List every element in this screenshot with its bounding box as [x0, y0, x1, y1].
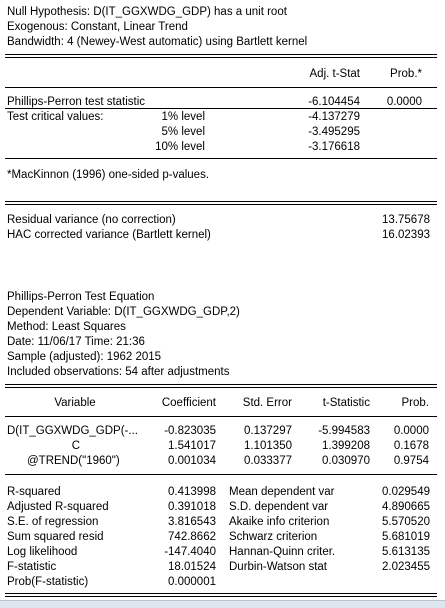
- bandwidth-text: Bandwidth: 4 (Newey-West automatic) using Bartlett kernel: [7, 36, 308, 48]
- coef-bottom-rule: [5, 474, 437, 475]
- prob: 0.0000: [393, 425, 429, 437]
- t-statistic: -5.994583: [318, 425, 370, 437]
- stat-value: 5.681019: [382, 531, 430, 543]
- variance-top-rule: [5, 201, 437, 205]
- stat-label: Prob(F-statistic): [7, 576, 89, 588]
- hac-variance-label: HAC corrected variance (Bartlett kernel): [7, 229, 211, 241]
- stat-value: 0.029549: [382, 486, 430, 498]
- pp-stat-value: -6.104454: [308, 96, 360, 108]
- stat-value: 4.890665: [382, 501, 430, 513]
- stat-label: Durbin-Watson stat: [229, 561, 327, 573]
- stat-value: 5.570520: [382, 516, 430, 528]
- col-tstat-header: t-Statistic: [322, 397, 370, 409]
- method: Method: Least Squares: [7, 321, 126, 333]
- table-top-rule: [5, 54, 437, 58]
- prob-header: Prob.*: [390, 68, 422, 80]
- crit-value-5: -3.495295: [308, 126, 360, 138]
- date-time: Date: 11/06/17 Time: 21:36: [7, 336, 145, 348]
- observations: Included observations: 54 after adjustments: [7, 366, 230, 378]
- coef-top-rule: [5, 384, 437, 388]
- stat-label: F-statistic: [7, 561, 57, 573]
- crit-level-5: 5% level: [161, 126, 205, 138]
- t-statistic: 1.399208: [322, 440, 370, 452]
- coefficient: -0.823035: [164, 425, 216, 437]
- stat-label: Mean dependent var: [229, 486, 335, 498]
- critical-values-label: Test critical values:: [7, 111, 104, 123]
- col-variable-header: Variable: [54, 397, 96, 409]
- stat-label: S.E. of regression: [7, 516, 99, 528]
- stat-value: -147.4040: [164, 546, 216, 558]
- stat-value: 3.816543: [168, 516, 216, 528]
- stat-value: 0.413998: [168, 486, 216, 498]
- null-hypothesis-text: Null Hypothesis: D(IT_GGXWDG_GDP) has a unit root: [7, 6, 287, 18]
- crit-level-10: 10% level: [155, 141, 205, 153]
- residual-variance-value: 13.75678: [382, 214, 430, 226]
- stat-label: S.D. dependent var: [229, 501, 329, 513]
- stat-label: Sum squared resid: [7, 531, 104, 543]
- col-stderror-header: Std. Error: [242, 397, 292, 409]
- stat-label: Adjusted R-squared: [7, 501, 109, 513]
- variable-name: C: [71, 440, 80, 452]
- std-error: 0.033377: [244, 455, 292, 467]
- crit-level-1: 1% level: [161, 111, 205, 123]
- mackinnon-footnote: *MacKinnon (1996) one-sided p-values.: [7, 169, 210, 181]
- stat-value: 18.01524: [168, 561, 216, 573]
- pp-stat-prob: 0.0000: [386, 96, 422, 108]
- crit-value-10: -3.176618: [308, 141, 360, 153]
- stat-label: R-squared: [7, 486, 61, 498]
- col-prob-header: Prob.: [401, 397, 429, 409]
- equation-title: Phillips-Perron Test Equation: [7, 291, 155, 303]
- stat-label: Log likelihood: [7, 546, 78, 558]
- table-header-rule: [5, 87, 437, 88]
- dependent-variable: Dependent Variable: D(IT_GGXWDG_GDP,2): [7, 306, 240, 318]
- crit-value-1: -4.137279: [308, 111, 360, 123]
- stat-value: 0.000001: [168, 576, 216, 588]
- stat-label: Schwarz criterion: [229, 531, 318, 543]
- prob: 0.1678: [393, 440, 429, 452]
- table-bottom-rule: [5, 158, 437, 159]
- coefficient: 1.541017: [168, 440, 216, 452]
- stat-value: 5.613135: [382, 546, 430, 558]
- prob: 0.9754: [393, 455, 429, 467]
- variable-name: @TREND("1960"): [27, 455, 120, 467]
- stat-value: 742.8662: [168, 531, 216, 543]
- hac-variance-value: 16.02393: [382, 229, 430, 241]
- std-error: 1.101350: [244, 440, 292, 452]
- pp-stat-label: Phillips-Perron test statistic: [7, 96, 146, 108]
- variable-name: D(IT_GGXWDG_GDP(-...: [7, 425, 138, 437]
- stats-bottom-rule: [5, 593, 437, 597]
- residual-variance-label: Residual variance (no correction): [7, 214, 176, 226]
- std-error: 0.137297: [244, 425, 292, 437]
- stat-label: Hannan-Quinn criter.: [229, 546, 336, 558]
- stat-label: Akaike info criterion: [229, 516, 330, 528]
- t-statistic: 0.030970: [322, 455, 370, 467]
- coef-header-rule: [5, 416, 437, 417]
- coefficient: 0.001034: [168, 455, 216, 467]
- sample: Sample (adjusted): 1962 2015: [7, 351, 162, 363]
- exogenous-text: Exogenous: Constant, Linear Trend: [7, 21, 188, 33]
- stat-value: 2.023455: [382, 561, 430, 573]
- col-coefficient-header: Coefficient: [161, 397, 216, 409]
- adj-tstat-header: Adj. t-Stat: [309, 68, 360, 80]
- stat-value: 0.391018: [168, 501, 216, 513]
